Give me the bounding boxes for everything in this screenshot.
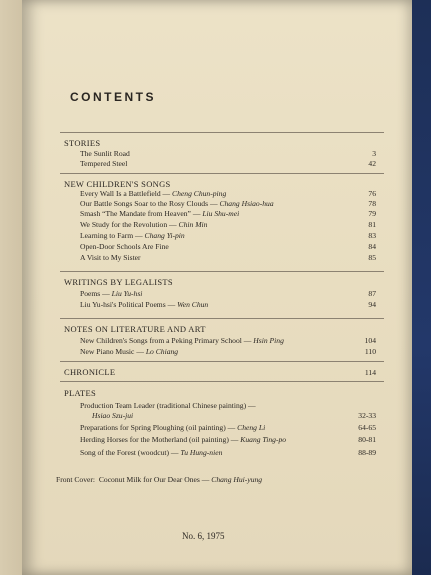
blue-book-cover (409, 0, 431, 575)
book-page: CONTENTS STORIES The Sunlit Road 3 Tempered Steel 42 NEW CHILDREN'S SONGS Every Wall Is a Battlefield — Cheng Chun-ping 76 Our Battle Songs Soar to the Rosy Clouds — Chang Hsiao-hua 78 Smash “The Mandate from Heaven” — Liu Shu-mei 79 We Study for the Revolution — Chin Min 81 Learning to Farm — Chang Yi-pin 83 Open-Door Schools Are Fine 84 A Visit to My Sister 85 WRITINGS BY LEGALISTS Poems — Liu Yu-hsi 87 Liu Yu-hsi's Political Poems — Wen Chun 94 NOTES ON LITERATURE AND ART New Children's Songs from a Peking Primary School — Hsin Ping 104 New Piano Music — Lo Chiang 110 CHRONICLE 114 PLATES Production Team Leader (traditional Chinese painting) — Hsiao Szu-jui 32-33 Preparations for Spring Ploughing (oil painting) — Cheng Li 64-65 Herding Horses for the Motherland (oil painting) — Kuang Ting-po 80-81 Song of the Forest (woodcut) — Tu Hung-nien 88-89 Front Cover: Coconut Milk for Our Dear Ones — Chang Hui-yung No. 6, 1975 (22, 0, 412, 575)
section-new-childrens-songs: NEW CHILDREN'S SONGS (64, 179, 171, 189)
section-writings-by-legalists: WRITINGS BY LEGALISTS (64, 277, 173, 287)
section-chronicle[interactable]: CHRONICLE (64, 367, 116, 377)
section-rule (60, 318, 384, 319)
section-rule (60, 381, 384, 382)
front-cover-credit: Front Cover: Coconut Milk for Our Dear Ones — Chang Hui-yung (56, 475, 263, 484)
page-title: CONTENTS (70, 90, 156, 104)
section-plates: PLATES (64, 388, 97, 398)
section-rule (60, 271, 384, 272)
section-rule (60, 173, 384, 174)
issue-number: No. 6, 1975 (182, 531, 225, 541)
section-notes-on-literature-and-art: NOTES ON LITERATURE AND ART (64, 324, 206, 334)
section-stories: STORIES (64, 138, 101, 148)
section-rule (60, 361, 384, 362)
section-rule (60, 132, 384, 133)
